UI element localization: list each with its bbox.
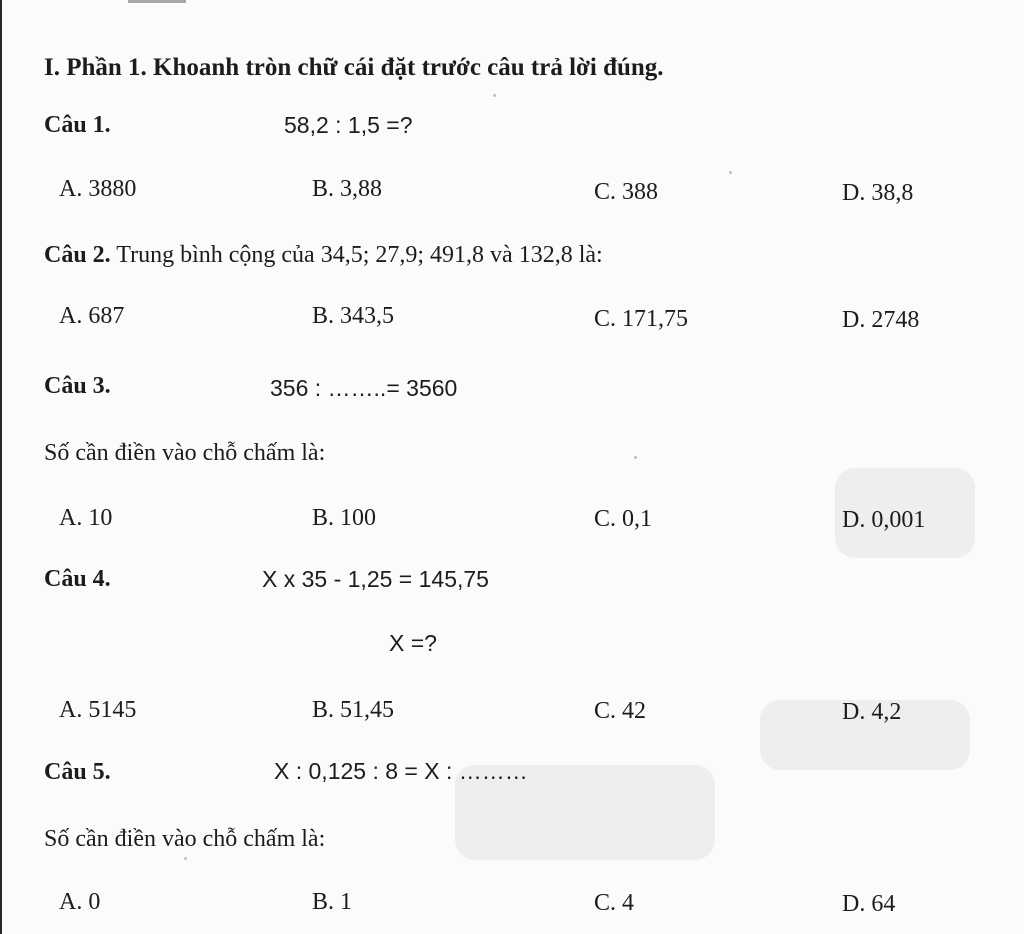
question-3-choice-a: A. 10 xyxy=(59,505,113,531)
question-1-label: Câu 1. xyxy=(44,112,111,138)
question-2-choice-a: A. 687 xyxy=(59,303,125,329)
question-1-choice-a: A. 3880 xyxy=(59,176,137,202)
question-3-prompt: Số cần điền vào chỗ chấm là: xyxy=(44,440,326,466)
scan-speck-2 xyxy=(634,456,637,459)
question-2-label: Câu 2. xyxy=(44,242,111,268)
scan-speck-1 xyxy=(729,171,732,174)
question-3-label: Câu 3. xyxy=(44,373,111,399)
question-4-choice-c: C. 42 xyxy=(594,698,647,724)
question-1-choice-d: D. 38,8 xyxy=(842,180,914,206)
question-5-choice-b: B. 1 xyxy=(312,889,353,915)
question-5-expression: X : 0,125 : 8 = X : ……… xyxy=(274,758,528,784)
question-4-choice-d: D. 4,2 xyxy=(842,699,902,725)
question-2-text: Trung bình cộng của 34,5; 27,9; 491,8 và 132,8 là: xyxy=(116,242,603,268)
question-4-label: Câu 4. xyxy=(44,566,111,592)
question-4-expression: X x 35 - 1,25 = 145,75 xyxy=(262,566,489,592)
question-5-choice-a: A. 0 xyxy=(59,889,101,915)
scan-speck-4 xyxy=(493,94,496,97)
question-2-choice-c: C. 171,75 xyxy=(594,306,689,332)
question-3-choice-c: C. 0,1 xyxy=(594,506,653,532)
question-5-choice-d: D. 64 xyxy=(842,891,896,917)
question-4-expression-2: X =? xyxy=(389,630,437,656)
question-2-choice-b: B. 343,5 xyxy=(312,303,395,329)
question-2-line xyxy=(44,243,603,267)
question-5-prompt: Số cần điền vào chỗ chấm là: xyxy=(44,826,326,852)
scan-speck-3 xyxy=(184,857,187,860)
left-margin-line xyxy=(0,0,2,934)
top-scan-mark xyxy=(128,0,186,3)
section-title: I. Phần 1. Khoanh tròn chữ cái đặt trước câu trả lời đúng. xyxy=(44,54,664,81)
question-2-choice-d: D. 2748 xyxy=(842,307,920,333)
question-1-choice-b: B. 3,88 xyxy=(312,176,383,202)
question-3-choice-b: B. 100 xyxy=(312,505,377,531)
question-5-label: Câu 5. xyxy=(44,759,111,785)
question-4-choice-a: A. 5145 xyxy=(59,697,137,723)
question-3-choice-d: D. 0,001 xyxy=(842,507,926,533)
question-1-choice-c: C. 388 xyxy=(594,179,659,205)
question-4-choice-b: B. 51,45 xyxy=(312,697,395,723)
question-3-expression: 356 : ……..= 3560 xyxy=(270,375,458,401)
question-5-choice-c: C. 4 xyxy=(594,890,635,916)
question-1-expression: 58,2 : 1,5 =? xyxy=(284,112,413,138)
